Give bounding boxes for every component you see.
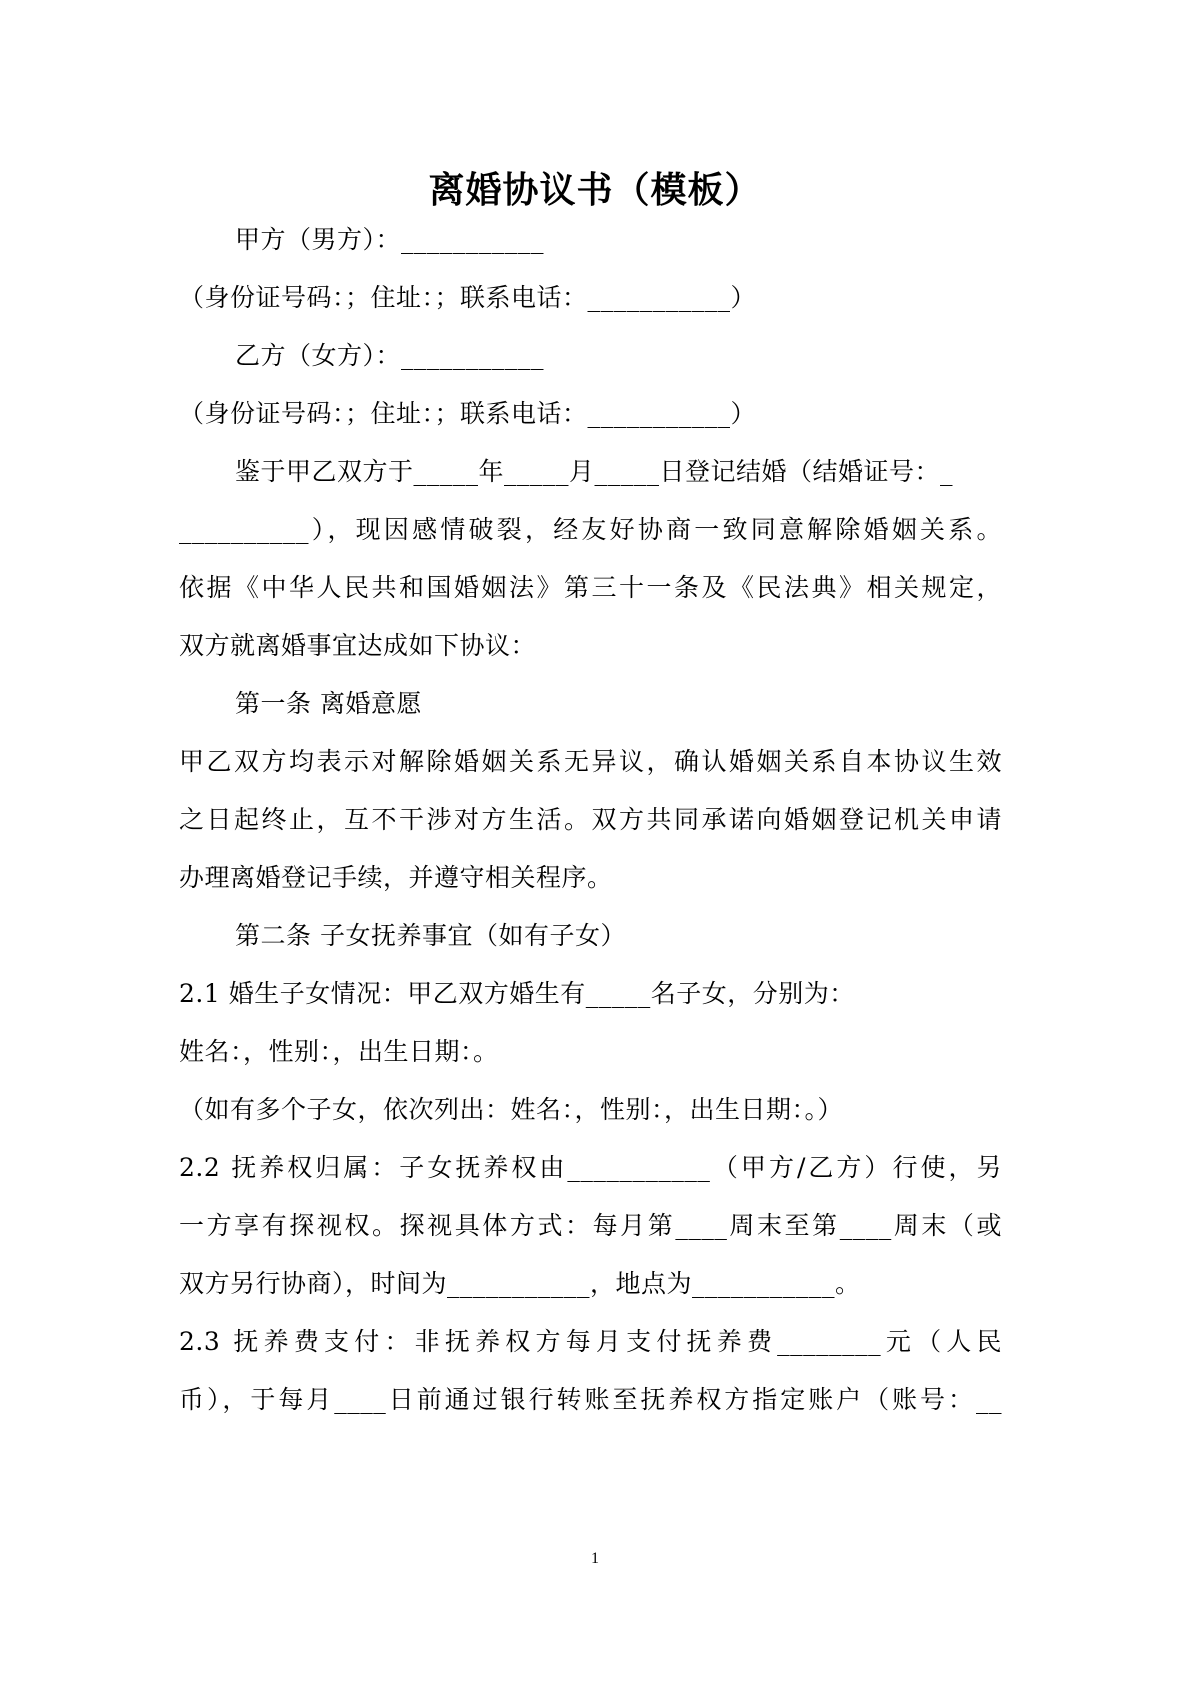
clause-2-1-note: （如有多个子女，依次列出：姓名：，性别：，出生日期：。） <box>179 1095 844 1124</box>
party-b-name: 乙方（女方）：___________ <box>235 341 545 370</box>
article-1-line-3: 办理离婚登记手续，并遵守相关程序。 <box>179 863 613 892</box>
article-1-line-1: 甲乙双方均表示对解除婚姻关系无异议，确认婚姻关系自本协议生效 <box>179 747 1002 776</box>
document-title: 离婚协议书（模板） <box>428 170 762 211</box>
article-1-heading: 第一条 离婚意愿 <box>235 689 422 718</box>
clause-2-2-line-1: 2.2 抚养权归属：子女抚养权由___________（甲方/乙方）行使，另 <box>179 1153 1002 1182</box>
clause-2-1-child-info: 姓名：，性别：，出生日期：。 <box>179 1037 499 1066</box>
clause-2-2-line-2: 一方享有探视权。探视具体方式：每月第____周末至第____周末（或 <box>179 1211 1002 1240</box>
party-b-details: （身份证号码：；住址：；联系电话：___________） <box>179 399 757 428</box>
party-a-details: （身份证号码：；住址：；联系电话：___________） <box>179 283 757 312</box>
clause-2-3-line-2: 币），于每月____日前通过银行转账至抚养权方指定账户（账号：__ <box>179 1385 1002 1414</box>
preamble-line-3: 依据《中华人民共和国婚姻法》第三十一条及《民法典》相关规定， <box>179 573 1002 602</box>
preamble-line-4: 双方就离婚事宜达成如下协议： <box>179 631 537 660</box>
clause-2-1: 2.1 婚生子女情况：甲乙双方婚生有_____名子女，分别为： <box>179 979 855 1008</box>
preamble-line-1: 鉴于甲乙双方于_____年_____月_____日登记结婚（结婚证号：_ <box>235 457 954 486</box>
clause-2-2-line-3: 双方另行协商），时间为___________，地点为___________。 <box>179 1269 861 1298</box>
article-1-line-2: 之日起终止，互不干涉对方生活。双方共同承诺向婚姻登记机关申请 <box>179 805 1002 834</box>
clause-2-3-line-1: 2.3 抚养费支付：非抚养权方每月支付抚养费________元（人民 <box>179 1327 1002 1356</box>
article-2-heading: 第二条 子女抚养事宜（如有子女） <box>235 921 626 950</box>
party-a-name: 甲方（男方）：___________ <box>235 225 545 254</box>
page-number: 1 <box>591 1550 599 1567</box>
preamble-line-2: __________），现因感情破裂，经友好协商一致同意解除婚姻关系。 <box>179 515 1002 544</box>
